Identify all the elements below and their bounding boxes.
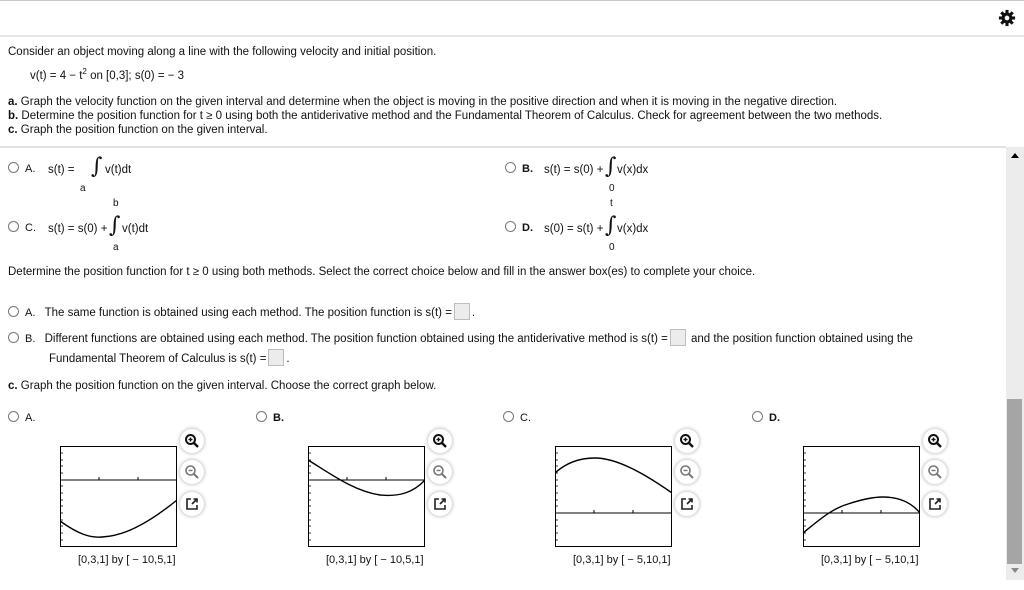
formula-c-integrand: v(t)dt bbox=[122, 223, 149, 235]
graph-prompt-label: c. bbox=[8, 380, 18, 392]
graph-prompt-text: Graph the position function on the given interval. Choose the correct graph below. bbox=[17, 380, 437, 392]
radio-button[interactable] bbox=[8, 162, 19, 173]
lower-limit: a bbox=[113, 242, 119, 253]
part-b-text: Determine the position function for t ≥ 0 using both the antiderivative method and the Fundamental Theorem of Calculus. Check for agreement between the two methods. bbox=[18, 110, 883, 122]
method-choice-b bbox=[8, 329, 913, 346]
choice-letter: A. bbox=[25, 163, 36, 175]
section-divider bbox=[0, 146, 1006, 148]
radio-button[interactable] bbox=[8, 411, 19, 422]
graph-b bbox=[308, 446, 425, 547]
graph-choice-c[interactable] bbox=[503, 411, 531, 424]
graph-choice-b[interactable] bbox=[256, 411, 284, 424]
graph-a-caption: [0,3,1] by [ − 10,5,1] bbox=[78, 554, 176, 566]
radio-button[interactable] bbox=[8, 332, 19, 343]
formula-d-lhs: s(0) = s(t) + bbox=[544, 223, 604, 235]
integral-sign: ∫ bbox=[109, 213, 121, 238]
zoom-out-button[interactable] bbox=[428, 460, 452, 484]
method-b-line2: Fundamental Theorem of Calculus is s(t) = bbox=[49, 353, 267, 365]
method-choice-b-line2 bbox=[49, 349, 290, 366]
formula-c-lhs: s(t) = s(0) + bbox=[48, 223, 108, 235]
part-b-label: b. bbox=[8, 110, 19, 122]
period: . bbox=[286, 353, 290, 365]
formula-a-integrand: v(t)dt bbox=[105, 164, 132, 176]
graph-prompt bbox=[8, 380, 436, 392]
answer-box-antiderivative[interactable] bbox=[670, 329, 686, 346]
graph-d bbox=[803, 446, 920, 547]
upper-limit: t bbox=[610, 198, 613, 209]
graph-c bbox=[555, 446, 672, 547]
popout-button[interactable] bbox=[923, 492, 947, 516]
part-a-label: a. bbox=[8, 96, 18, 108]
radio-button[interactable] bbox=[8, 221, 19, 232]
scroll-up-arrow-icon[interactable] bbox=[1011, 153, 1019, 158]
popout-button[interactable] bbox=[428, 492, 452, 516]
integral-sign: ∫ bbox=[605, 154, 617, 179]
zoom-in-button[interactable] bbox=[675, 429, 699, 453]
part-a-text: Graph the velocity function on the given interval and determine when the object is moving in the positive direction and when it is moving in the negative direction. bbox=[17, 96, 838, 108]
graph-choice-a[interactable] bbox=[8, 411, 35, 424]
gear-icon[interactable] bbox=[998, 9, 1016, 27]
scroll-thumb[interactable] bbox=[1007, 399, 1022, 564]
problem-intro: Consider an object moving along a line with the following velocity and initial position. bbox=[8, 46, 437, 58]
formula-choice-b[interactable] bbox=[505, 162, 533, 175]
formula-b-integrand: v(x)dx bbox=[617, 164, 649, 176]
graph-choice-d[interactable] bbox=[752, 411, 780, 424]
lower-limit: 0 bbox=[609, 183, 615, 194]
answer-box-same-function[interactable] bbox=[454, 303, 470, 320]
period: . bbox=[471, 307, 476, 319]
zoom-out-icon bbox=[432, 464, 448, 480]
method-choice-a bbox=[8, 303, 475, 320]
formula-choice-a[interactable] bbox=[8, 162, 35, 175]
choice-letter: B. bbox=[25, 333, 36, 345]
lower-limit: a bbox=[80, 183, 86, 194]
zoom-out-button[interactable] bbox=[923, 460, 947, 484]
popout-button[interactable] bbox=[675, 492, 699, 516]
graph-b-caption: [0,3,1] by [ − 10,5,1] bbox=[326, 554, 424, 566]
top-toolbar bbox=[0, 0, 1024, 37]
method-a-text: The same function is obtained using each method. The position function is s(t) = bbox=[44, 307, 452, 319]
formula-a-lhs: s(t) = bbox=[48, 164, 75, 176]
vertical-scrollbar[interactable] bbox=[1006, 147, 1024, 580]
radio-button[interactable] bbox=[752, 411, 763, 422]
equation-rest: on [0,3]; s(0) = − 3 bbox=[86, 69, 185, 82]
popout-button[interactable] bbox=[180, 492, 204, 516]
radio-button[interactable] bbox=[256, 411, 267, 422]
part-a bbox=[8, 96, 837, 108]
graph-c-caption: [0,3,1] by [ − 5,10,1] bbox=[573, 554, 671, 566]
formula-choice-c[interactable] bbox=[8, 221, 36, 234]
scroll-down-arrow-icon[interactable] bbox=[1011, 568, 1019, 573]
choice-letter: B. bbox=[273, 412, 284, 424]
equation-main: v(t) = 4 − t bbox=[30, 69, 83, 82]
zoom-out-button[interactable] bbox=[675, 460, 699, 484]
zoom-out-icon bbox=[679, 464, 695, 480]
choice-letter: C. bbox=[25, 222, 36, 234]
formula-d-integrand: v(x)dx bbox=[617, 223, 649, 235]
instruction-text: Determine the position function for t ≥ 0 using both methods. Select the correct choice below and fill in the answer box(es) to complete your choice. bbox=[8, 266, 756, 278]
zoom-in-button[interactable] bbox=[428, 429, 452, 453]
choice-letter: D. bbox=[769, 412, 780, 424]
zoom-in-icon bbox=[432, 433, 448, 449]
part-c bbox=[8, 124, 268, 136]
formula-choice-d[interactable] bbox=[505, 221, 533, 234]
choice-letter: D. bbox=[522, 222, 533, 234]
zoom-out-icon bbox=[184, 464, 200, 480]
choice-letter: A. bbox=[25, 307, 36, 319]
radio-button[interactable] bbox=[505, 162, 516, 173]
zoom-in-icon bbox=[679, 433, 695, 449]
choice-letter: A. bbox=[25, 412, 36, 424]
zoom-in-button[interactable] bbox=[923, 429, 947, 453]
radio-button[interactable] bbox=[505, 221, 516, 232]
integral-sign: ∫ bbox=[605, 213, 617, 238]
part-c-text: Graph the position function on the given interval. bbox=[17, 124, 268, 136]
zoom-in-button[interactable] bbox=[180, 429, 204, 453]
popout-icon bbox=[185, 497, 199, 511]
answer-box-ftc[interactable] bbox=[268, 349, 284, 366]
graph-d-caption: [0,3,1] by [ − 5,10,1] bbox=[821, 554, 919, 566]
popout-icon bbox=[928, 497, 942, 511]
radio-button[interactable] bbox=[8, 306, 19, 317]
zoom-in-icon bbox=[927, 433, 943, 449]
method-b-middle: and the position function obtained using the bbox=[691, 333, 913, 345]
graph-a bbox=[60, 446, 177, 547]
choice-letter: C. bbox=[520, 412, 531, 424]
zoom-out-button[interactable] bbox=[180, 460, 204, 484]
lower-limit: 0 bbox=[609, 242, 615, 253]
popout-icon bbox=[433, 497, 447, 511]
popout-icon bbox=[680, 497, 694, 511]
equation-exponent: 2 bbox=[82, 67, 87, 76]
zoom-in-icon bbox=[184, 433, 200, 449]
method-b-text: Different functions are obtained using each method. The position function obtained using the antiderivative method is s(t) = bbox=[44, 333, 668, 345]
zoom-out-icon bbox=[927, 464, 943, 480]
part-b bbox=[8, 110, 882, 122]
radio-button[interactable] bbox=[503, 411, 514, 422]
choice-letter: B. bbox=[522, 163, 533, 175]
formula-b-lhs: s(t) = s(0) + bbox=[544, 164, 604, 176]
part-c-label: c. bbox=[8, 124, 18, 136]
integral-sign: ∫ bbox=[91, 154, 103, 179]
problem-equation bbox=[30, 67, 184, 82]
upper-limit: b bbox=[113, 198, 119, 209]
